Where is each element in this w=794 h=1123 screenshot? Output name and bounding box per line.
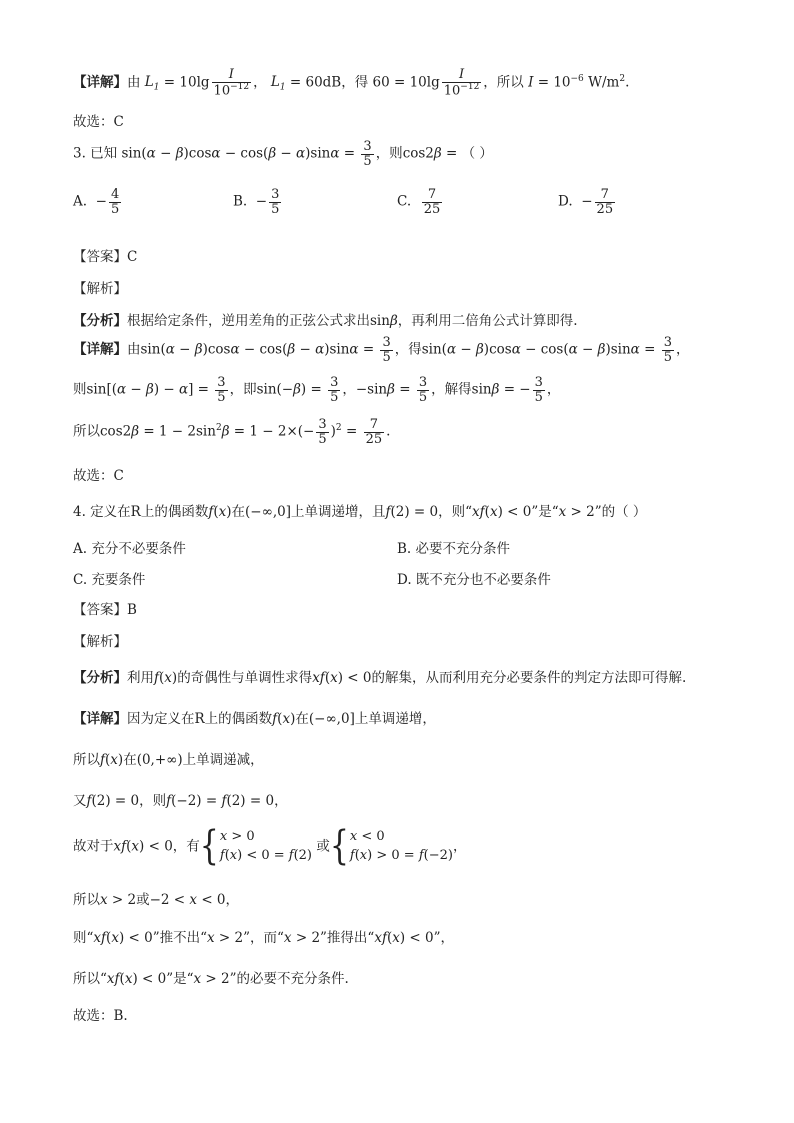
detail-q3-line1: 【详解】由sin(α − β)cosα − cos(β − α)sinα = $\frac{3}{5}$ ，得sin(α − β)cosα − cos(α − β)sinα = $\frac{3}{5}$ ， xyxy=(73,335,690,365)
text: 或 xyxy=(316,838,330,855)
text: 或 xyxy=(136,892,150,908)
option-label: D. xyxy=(558,193,573,210)
text: ”的（ ） xyxy=(594,504,647,520)
detail-line-q2: 【详解】由 $L_1 = 10\lg$ $\frac{I}{10^{-12}}$ ， $L_1 = 60dB$，得 60 = 10lg $\frac{I}{10^{-12}}$ ，所以 $I = 10^{-6}$ $W/m^2$. xyxy=(73,67,630,98)
text: ， xyxy=(253,74,267,91)
text: ，则 xyxy=(375,145,403,162)
detail-q4-line1: 【详解】因为定义在R上的偶函数f(x)在(−∞,0]上单调递增， xyxy=(73,711,436,727)
option-a: A. 充分不必要条件 xyxy=(73,541,186,557)
option-label: A. xyxy=(73,193,88,210)
detail-tag: 【详解】 xyxy=(73,341,127,358)
text: 4. 定义在R上的偶函数 xyxy=(73,504,209,520)
analysis-heading-q4: 【解析】 xyxy=(73,634,127,650)
answer-q4: 【答案】B xyxy=(73,602,137,618)
text: ，得 xyxy=(394,341,422,358)
detail-q4-line3: 又f(2) = 0，则f(−2) = f(2) = 0， xyxy=(73,793,288,809)
text: 利用 xyxy=(127,670,154,686)
text: 因为定义在R上的偶函数 xyxy=(127,711,273,727)
text: 由 xyxy=(127,74,141,91)
analysis-tag: 【分析】 xyxy=(73,670,127,686)
text: 上单调递增，且 xyxy=(291,504,386,520)
option-d: D. − $\frac{7}{25}$ xyxy=(558,187,614,217)
text: . xyxy=(386,423,391,440)
option-label: B. xyxy=(233,193,248,210)
text: 的解集，从而利用充分必要条件的判定方法即可得解. xyxy=(371,670,687,686)
detail-q4-line4: 故对于xf(x) < 0，有{x > 0 f(x) < 0 = f(2) 或{x < 0 f(x) > 0 = f(−2)， xyxy=(73,822,467,870)
answer-select-q2: 故选：C xyxy=(73,114,124,130)
option-b: B. − $\frac{3}{5}$ xyxy=(233,187,280,217)
text: 又 xyxy=(73,793,87,809)
text: 上单调递增， xyxy=(354,711,436,727)
text: ， xyxy=(546,381,561,398)
text: ，则 xyxy=(139,793,167,809)
answer-select-q3: 故选：C xyxy=(73,468,124,484)
question-4: 4. 定义在R上的偶函数f(x)在(−∞,0]上单调递增，且f(2) = 0，则“xf(x) < 0”是“x > 2”的（ ） xyxy=(73,504,647,520)
option-c: C. $\frac{7}{25}$ xyxy=(397,187,441,217)
text: ， xyxy=(225,892,240,908)
analysis-heading-q3: 【解析】 xyxy=(73,281,127,297)
text: 在 xyxy=(123,752,137,768)
text: （ ） xyxy=(461,145,493,162)
analysis-q3: 【分析】根据给定条件，逆用差角的正弦公式求出sinβ，再利用二倍角公式计算即得. xyxy=(73,313,578,329)
option-a: A. − $\frac{4}{5}$ xyxy=(73,187,120,217)
option-b: B. 必要不充分条件 xyxy=(397,541,511,557)
text: ，有 xyxy=(172,838,200,855)
analysis-tag: 【分析】 xyxy=(73,313,127,329)
detail-q3-line2: 则sin[(α − β) − α] = $\frac{3}{5}$ ，即sin(−β) = $\frac{3}{5}$ ，−sinβ = $\frac{3}{5}$ ，解得sinβ = − $\frac{3}{5}$ ， xyxy=(73,375,561,405)
text: 则 xyxy=(73,381,87,398)
text: 根据给定条件，逆用差角的正弦公式求出 xyxy=(127,313,370,329)
text: ”推得出“ xyxy=(320,930,375,946)
text: ”， xyxy=(433,930,455,946)
text: 故对于 xyxy=(73,838,114,855)
text: 在 xyxy=(231,504,246,520)
detail-tag: 【详解】 xyxy=(73,74,127,91)
detail-q4-line6: 则“xf(x) < 0”推不出“x > 2”，而“x > 2”推得出“xf(x) < 0”， xyxy=(73,930,455,946)
option-c: C. 充要条件 xyxy=(73,572,146,588)
question-number: 3. 已知 xyxy=(73,145,118,162)
option-d: D. 既不充分也不必要条件 xyxy=(397,572,551,588)
option-label: C. xyxy=(397,193,412,210)
text: ， xyxy=(452,838,467,855)
detail-q4-line7: 所以“xf(x) < 0”是“x > 2”的必要不充分条件. xyxy=(73,971,349,987)
text: ， xyxy=(342,381,356,398)
text: 所以 xyxy=(73,423,100,440)
text: 所以 xyxy=(73,752,100,768)
detail-tag: 【详解】 xyxy=(73,711,127,727)
text: 上单调递减， xyxy=(182,752,264,768)
text: 则“ xyxy=(73,930,94,946)
text: 的奇偶性与单调性求得 xyxy=(177,670,313,686)
text: . xyxy=(625,74,630,91)
text: ， xyxy=(675,341,690,358)
analysis-q4: 【分析】利用f(x)的奇偶性与单调性求得xf(x) < 0的解集，从而利用充分必要条件的判定方法即可得解. xyxy=(73,670,687,686)
detail-q4-line2: 所以f(x)在(0,+∞)上单调递减， xyxy=(73,752,264,768)
answer-q3: 【答案】C xyxy=(73,249,138,265)
text: ，所以 xyxy=(483,74,524,91)
question-3: 3. 已知 sin(α − β)cosα − cos(β − α)sinα = $\frac{3}{5}$ ，则cos2β = （ ） xyxy=(73,139,493,169)
text: ，再利用二倍角公式计算即得. xyxy=(397,313,578,329)
text: 所以“ xyxy=(73,971,107,987)
text: ， xyxy=(274,793,288,809)
detail-q4-line5: 所以x > 2或−2 < x < 0， xyxy=(73,892,240,908)
text: ，得 xyxy=(341,74,369,91)
answer-select-q4: 故选：B. xyxy=(73,1008,128,1024)
text: 由 xyxy=(127,341,141,358)
text: ，则“ xyxy=(438,504,473,520)
text: ，即 xyxy=(229,381,257,398)
text: ，解得 xyxy=(431,381,472,398)
text: ”是“ xyxy=(531,504,559,520)
text: ”，而“ xyxy=(243,930,284,946)
text: ”的必要不充分条件. xyxy=(229,971,349,987)
text: 在 xyxy=(295,711,309,727)
text: ”是“ xyxy=(166,971,194,987)
text: 所以 xyxy=(73,892,100,908)
detail-q3-line3: 所以$\cos 2\beta = 1 - 2\sin^2\beta = 1 - 2\times(-$ $\frac{3}{5}$ )$^2$ = $\frac{7}{25}$ . xyxy=(73,417,391,447)
text: ”推不出“ xyxy=(152,930,207,946)
